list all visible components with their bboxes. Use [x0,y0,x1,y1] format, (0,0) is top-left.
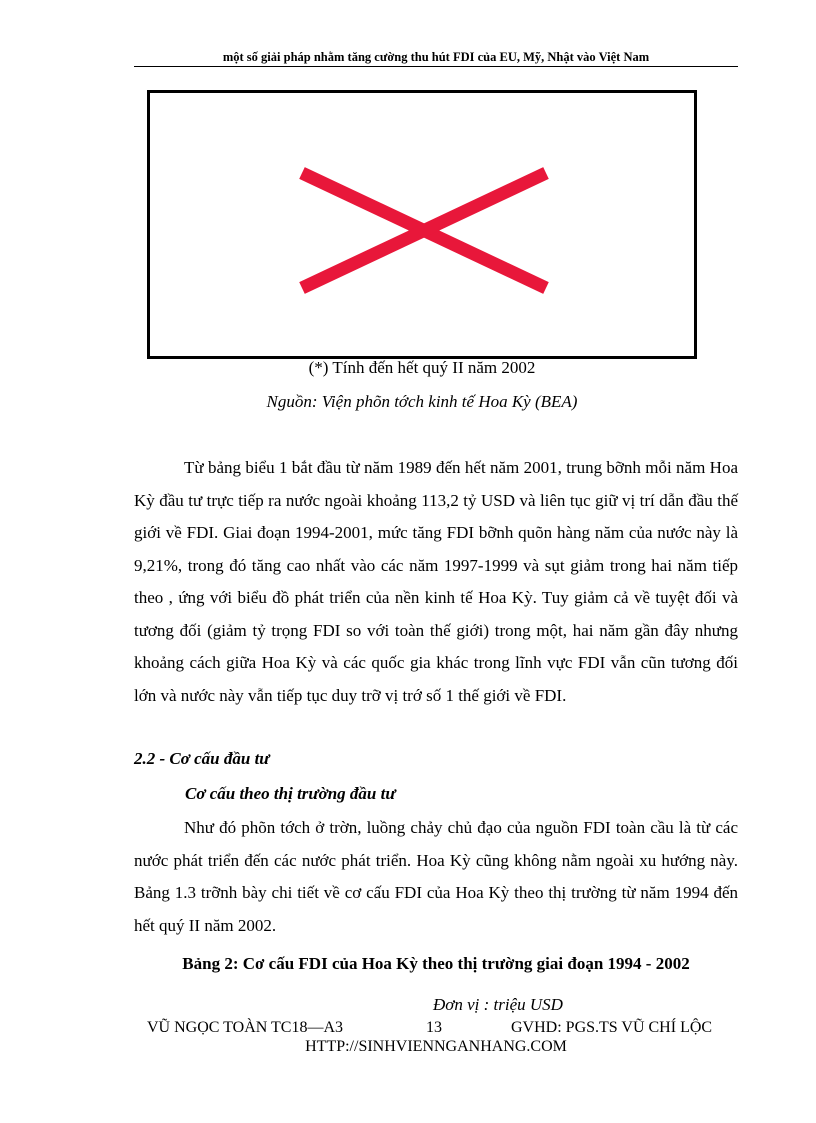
running-header: một số giải pháp nhằm tăng cường thu hút FDI của EU, Mỹ, Nhật vào Việt Nam [222,50,650,64]
section-heading: 2.2 - Cơ cấu đầu tư [134,749,270,768]
table-unit: Đơn vị : triệu USD [433,995,563,1014]
footer-advisor: GVHD: PGS.TS VŨ CHÍ LỘC [511,1019,713,1036]
page-number: 13 [426,1019,442,1036]
figure-note: (*) Tính đến hết quý II năm 2002 [308,358,536,377]
footer-author: VŨ NGỌC TOÀN TC18—A3 [147,1019,344,1036]
broken-image-x-icon [150,93,694,356]
header-rule [134,66,738,67]
body-paragraph-2: Như đó phõn tớch ở trờn, luồng chảy chủ đạo của nguồn FDI toàn cầu là từ các nước phát triển đến các nước phát triển. Hoa Kỳ cũng không nằm ngoài xu hướng này. Bảng 1.3 trỡnh bày chi tiết về cơ cấu FDI của Hoa Kỳ theo thị trường từ năm 1994 đến hết quý II năm 2002. [134,818,738,935]
figure-source: Nguồn: Viện phõn tớch kinh tế Hoa Kỳ (BEA) [266,392,578,411]
footer-website: HTTP://SINHVIENNGANHANG.COM [305,1038,567,1055]
table-title: Bảng 2: Cơ cấu FDI của Hoa Kỳ theo thị trường giai đoạn 1994 - 2002 [182,954,690,973]
subsection-heading: Cơ cấu theo thị trường đầu tư [185,784,396,803]
figure-placeholder [147,90,697,359]
body-paragraph-1: Từ bảng biểu 1 bắt đầu từ năm 1989 đến hết năm 2001, trung bỡnh mỗi năm Hoa Kỳ đầu tư trực tiếp ra nước ngoài khoảng 113,2 tỷ USD và liên tục giữ vị trí dẫn đầu thế giới về FDI. Giai đoạn 1994-2001, mức tăng FDI bỡnh quõn hàng năm của nước này là 9,21%, trong đó tăng cao nhất vào các năm 1997-1999 và sụt giảm trong hai năm tiếp theo , ứng với biểu đồ phát triển của nền kinh tế Hoa Kỳ. Tuy giảm cả về tuyệt đối và tương đối (giảm tỷ trọng FDI so với toàn thế giới) trong một, hai năm gần đây nhưng khoảng cách giữa Hoa Kỳ và các quốc gia khác trong lĩnh vực FDI vẫn cũn tương đối lớn và nước này vẫn tiếp tục duy trỡ vị trớ số 1 thế giới về FDI. [134,458,738,705]
